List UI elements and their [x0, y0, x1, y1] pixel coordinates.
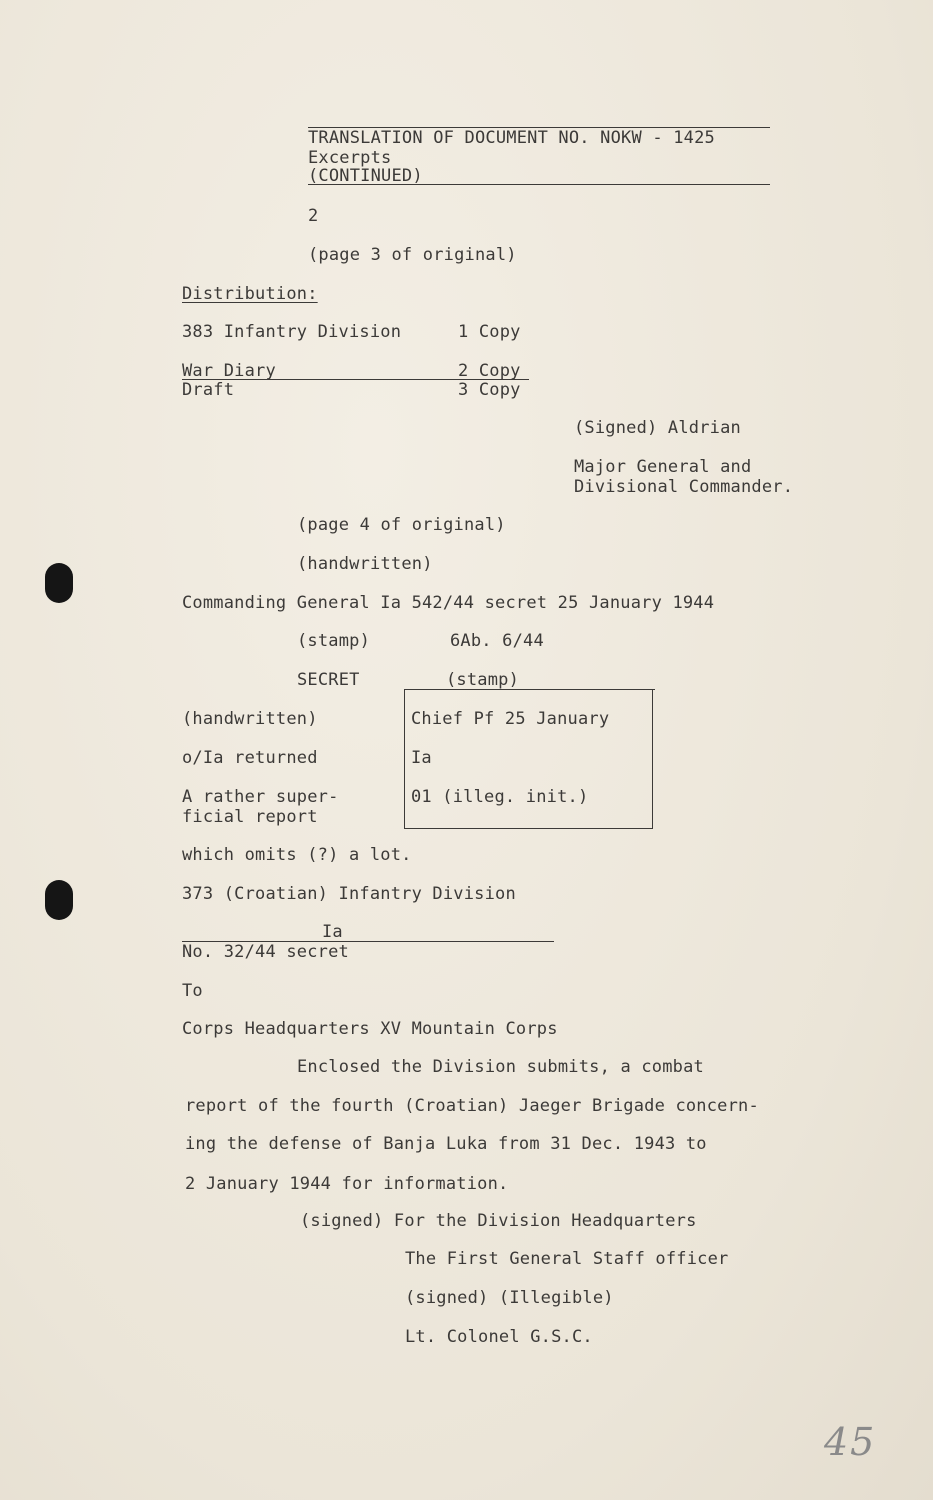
folio-number: 45 [824, 1420, 877, 1464]
signature-line-2: The First General Staff officer [405, 1249, 729, 1269]
document-subtitle: Excerpts [308, 148, 392, 168]
to-label: To [182, 981, 203, 1001]
distribution-copies: 1 Copy [458, 322, 521, 342]
reference-number: No. 32/44 secret [182, 942, 349, 962]
signature-line-4: Lt. Colonel G.S.C. [405, 1327, 593, 1347]
left-handwritten: (handwritten) [182, 709, 318, 729]
distribution-recipient: 383 Infantry Division [182, 322, 402, 342]
rank-line-2: Divisional Commander. [574, 477, 794, 497]
document-title: TRANSLATION OF DOCUMENT NO. NOKW - 1425 [308, 128, 715, 148]
continued-label: (CONTINUED) [308, 166, 423, 186]
division-name: 373 (Croatian) Infantry Division [182, 884, 516, 904]
body-line-3: ing the defense of Banja Luka from 31 Dec. 1943 to [185, 1134, 707, 1154]
page-number: 2 [308, 206, 319, 226]
stamp-box-bottom [404, 828, 653, 829]
stamp-box-right [652, 689, 653, 829]
distribution-label: Distribution: [182, 284, 318, 304]
stamp-box-label: (stamp) [446, 670, 520, 690]
body-line-2: report of the fourth (Croatian) Jaeger Brigade concern- [185, 1096, 759, 1116]
stamp-box-line-2: Ia [411, 748, 432, 768]
left-report-2: ficial report [182, 807, 318, 827]
signature-line-1: (signed) For the Division Headquarters [300, 1211, 697, 1231]
commanding-line: Commanding General Ia 542/44 secret 25 January 1944 [182, 593, 715, 613]
stamp-box-line-1: Chief Pf 25 January [411, 709, 610, 729]
original-page-3: (page 3 of original) [308, 245, 517, 265]
corps-address: Corps Headquarters XV Mountain Corps [182, 1019, 558, 1039]
stamp-box-left [404, 689, 405, 829]
distribution-recipient: Draft [182, 380, 235, 400]
body-line-4: 2 January 1944 for information. [185, 1174, 509, 1194]
rank-line-1: Major General and [574, 457, 752, 477]
ia-label: Ia [322, 922, 343, 942]
punch-hole [45, 880, 73, 920]
left-returned: o/Ia returned [182, 748, 318, 768]
signature-line-3: (signed) (Illegible) [405, 1288, 614, 1308]
distribution-copies: 3 Copy [458, 380, 521, 400]
distribution-copies: 2 Copy [458, 361, 521, 381]
header-bottom-rule [308, 184, 770, 185]
body-line-1: Enclosed the Division submits, a combat [297, 1057, 704, 1077]
punch-hole [45, 563, 73, 603]
distribution-recipient: War Diary [182, 361, 276, 381]
signed-aldrian: (Signed) Aldrian [574, 418, 741, 438]
handwritten-note: (handwritten) [297, 554, 433, 574]
stamp-box-line-3: 01 (illeg. init.) [411, 787, 589, 807]
original-page-4: (page 4 of original) [297, 515, 506, 535]
stamp-label: (stamp) [297, 631, 371, 651]
left-report-1: A rather super- [182, 787, 339, 807]
omits-line: which omits (?) a lot. [182, 845, 412, 865]
secret-label: SECRET [297, 670, 360, 690]
stamp-reference: 6Ab. 6/44 [450, 631, 544, 651]
stamp-box-top [405, 689, 655, 690]
